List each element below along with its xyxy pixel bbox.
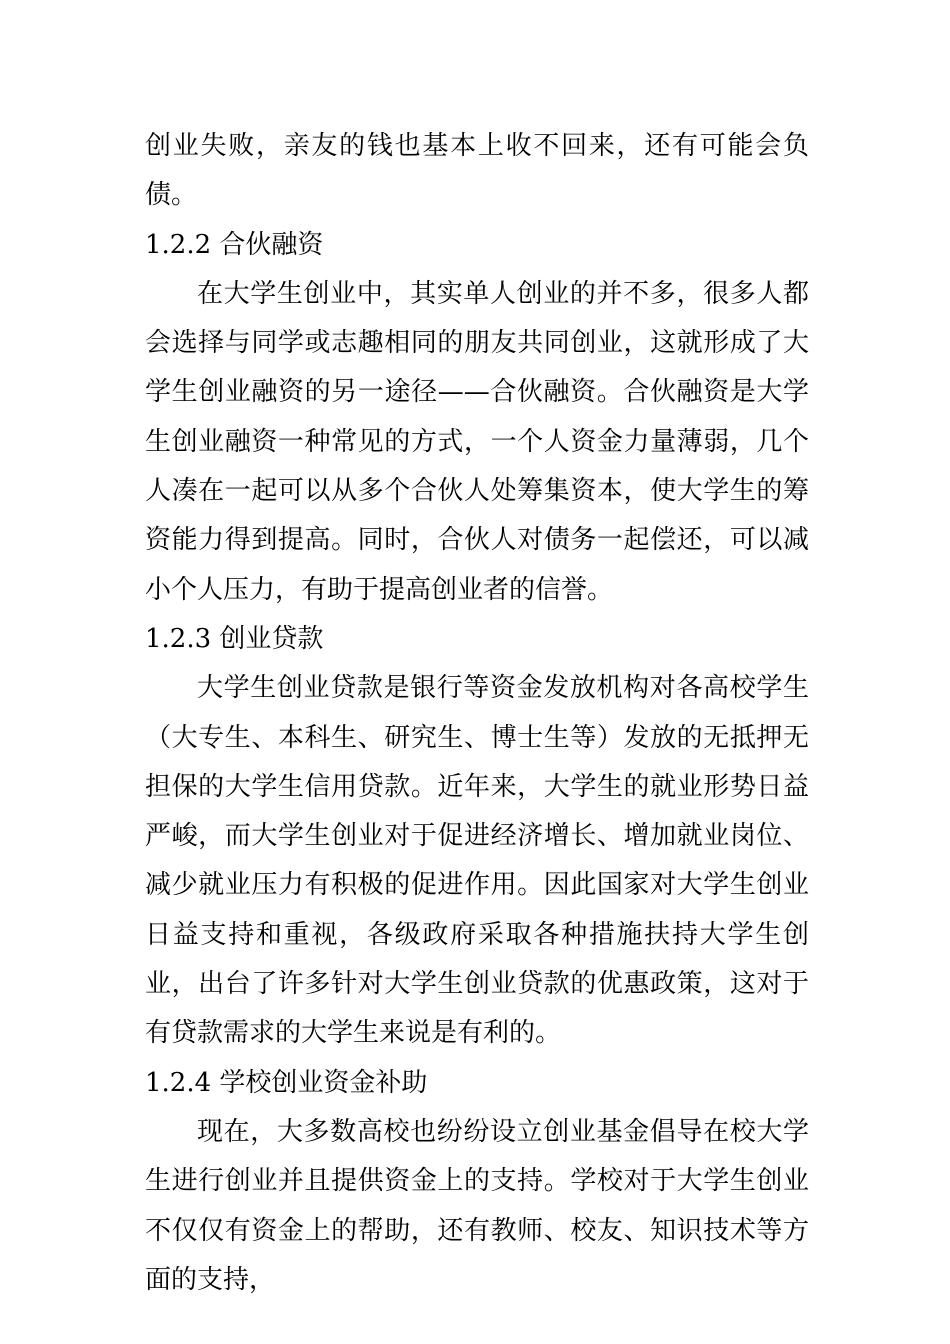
section-heading-1-2-4: 1.2.4 学校创业资金补助	[145, 1067, 428, 1098]
paragraph-school-funding: 现在，大多数高校也纷纷设立创业基金倡导在校大学生进行创业并且提供资金上的支持。学校对于大学生创业不仅仅有资金上的帮助，还有教师、校友、知识技术等方面的支持，	[145, 1116, 809, 1295]
paragraph-startup-loans: 大学生创业贷款是银行等资金发放机构对各高校学生（大专生、本科生、研究生、博士生等）发放的无抵押无担保的大学生信用贷款。近年来，大学生的就业形势日益严峻，而大学生创业对于促进经济增长、增加就业岗位、减少就业压力有积极的促进作用。因此国家对大学生创业日益支持和重视，各级政府采取各种措施扶持大学生创业，出台了许多针对大学生创业贷款的优惠政策，这对于有贷款需求的大学生来说是有利的。	[145, 673, 809, 1049]
section-heading-1-2-3: 1.2.3 创业贷款	[145, 623, 324, 654]
section-heading-1-2-2: 1.2.2 合伙融资	[145, 229, 324, 260]
paragraph-continuation: 创业失败，亲友的钱也基本上收不回来，还有可能会负债。	[145, 131, 809, 211]
paragraph-partnership-financing: 在大学生创业中，其实单人创业的并不多，很多人都会选择与同学或志趣相同的朋友共同创业，这就形成了大学生创业融资的另一途径——合伙融资。合伙融资是大学生创业融资一种常见的方式，一个人资金力量薄弱，几个人凑在一起可以从多个合伙人处筹集资本，使大学生的筹资能力得到提高。同时，合伙人对债务一起偿还，可以减小个人压力，有助于提高创业者的信誉。	[145, 278, 809, 605]
document-body	[145, 122, 809, 1305]
